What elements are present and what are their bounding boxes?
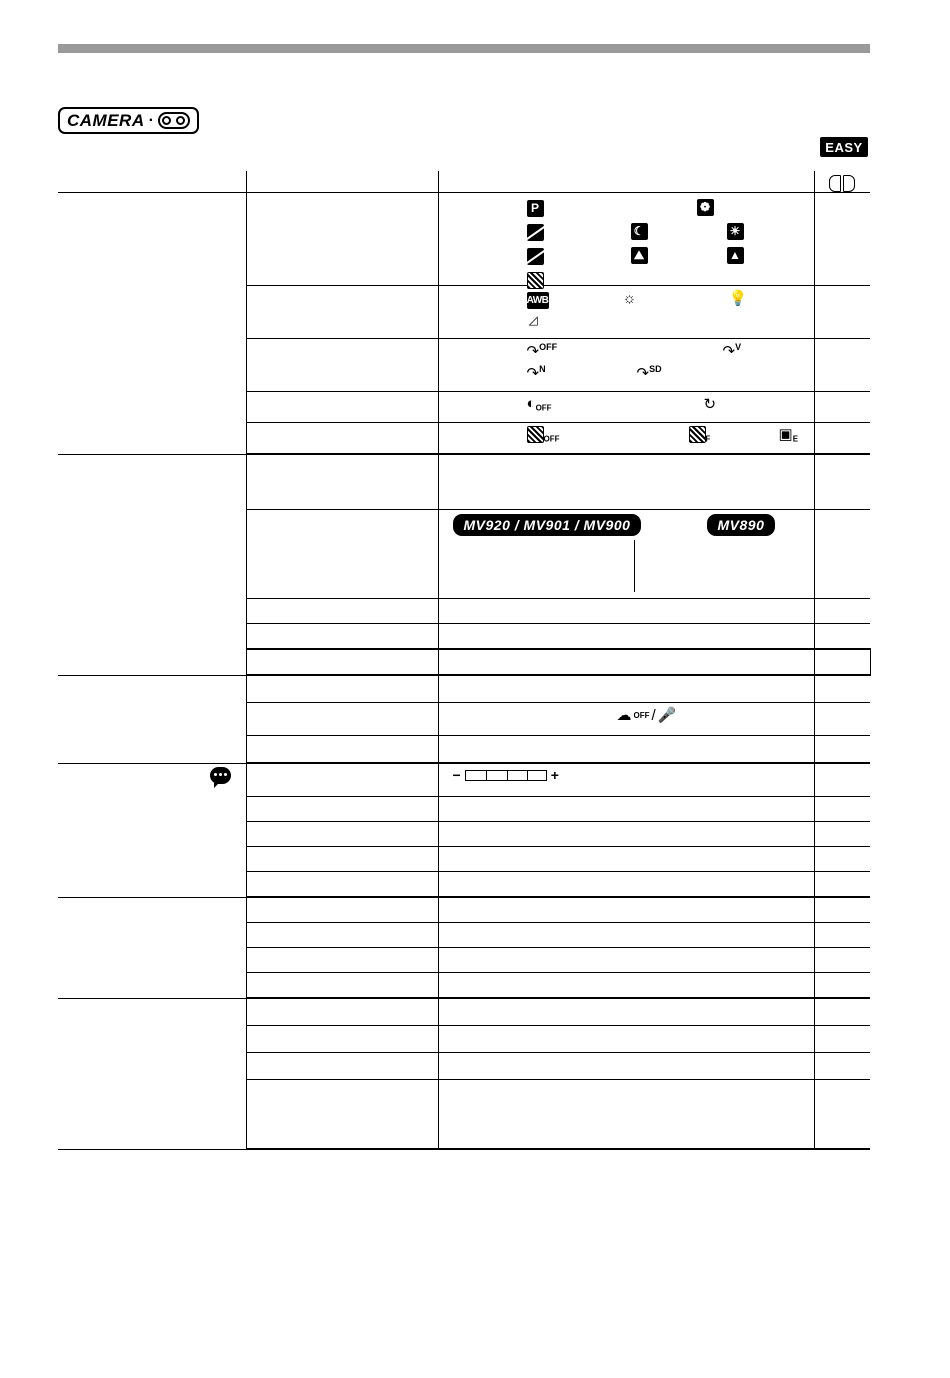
cell-image-effect-icons <box>438 339 814 392</box>
cell-generic <box>246 1053 438 1080</box>
cell-generic <box>438 797 814 822</box>
cell-reference-23 <box>814 998 870 1026</box>
cell-generic <box>438 973 814 999</box>
row-label-system-setup <box>58 897 246 998</box>
cell-wind-screen-icon <box>438 703 814 736</box>
slider-plus-icon: + <box>550 767 559 783</box>
header-cell-submenu <box>246 171 438 193</box>
cell-reference-2 <box>814 286 870 339</box>
icon-frame-advance: F <box>689 426 711 444</box>
table-row <box>58 998 870 1026</box>
icon-sunset: ▲ <box>727 247 744 264</box>
cell-reference-8 <box>814 599 870 624</box>
icon-spotlight: ☀ <box>727 223 744 240</box>
icon-daylight: ☼ <box>622 290 637 307</box>
cell-generic <box>438 1026 814 1053</box>
cell-reference-25 <box>814 1053 870 1080</box>
easy-mode-badge: EASY <box>820 137 868 157</box>
camera-mode-label: CAMERA <box>67 111 145 130</box>
cell-reference-15 <box>814 797 870 822</box>
cell-reference-18 <box>814 872 870 898</box>
cell-generic <box>246 1026 438 1053</box>
cell-reference-12 <box>814 703 870 736</box>
cell-generic <box>246 872 438 898</box>
cell-model-pills <box>438 510 814 599</box>
icon-custom-white-balance: ◿ <box>528 313 538 327</box>
cell-reference-20 <box>814 923 870 948</box>
cell-reference-11 <box>814 675 870 703</box>
cell-reference-24 <box>814 1026 870 1053</box>
cell-reference-6 <box>814 454 870 510</box>
table-row <box>58 897 870 923</box>
icon-beach <box>527 248 544 265</box>
speech-bubble-icon <box>210 767 231 787</box>
cell-reference-26 <box>814 1080 870 1150</box>
row-label-display-setup <box>58 763 246 897</box>
cell-generic <box>814 649 870 675</box>
icon-night: ☾ <box>631 223 648 240</box>
icon-snow: ⛰ <box>631 247 648 264</box>
cell-generic <box>246 822 438 847</box>
cell-drive-mode-icons <box>438 423 814 455</box>
cell-brightness-slider <box>438 763 814 797</box>
cell-drive-mode-label <box>246 423 438 455</box>
icon-wind-screen-mic: ☁ OFF / 🎤 <box>616 707 677 724</box>
cell-reference-19 <box>814 897 870 923</box>
cell-reference-22 <box>814 973 870 999</box>
cell-generic <box>438 649 814 675</box>
icon-digital-effect-off: $◐_{OFF}$ <box>526 395 552 413</box>
header-cell-options <box>438 171 814 193</box>
icon-effect-vivid: ↷$^V$ <box>722 342 742 361</box>
cell-generic <box>246 797 438 822</box>
cell-program-ae-icons <box>438 193 814 286</box>
icon-sports <box>527 224 544 241</box>
cell-digital-effect-label <box>246 392 438 423</box>
cell-reference-1 <box>814 193 870 286</box>
slider-track[interactable] <box>465 770 547 781</box>
icon-effect-soft-skin: ↷$^{SD}$ <box>636 364 662 383</box>
book-icon <box>829 175 855 192</box>
cell-generic <box>246 973 438 999</box>
camera-mode-badge <box>58 107 199 134</box>
menu-reference-table <box>58 171 870 1150</box>
cell-wind-screen-label <box>246 703 438 736</box>
row-label-camera-setup <box>58 193 246 455</box>
header-cell-reference <box>814 171 870 193</box>
cell-generic <box>438 1080 814 1150</box>
cell-generic <box>246 454 438 510</box>
table-row <box>58 454 870 510</box>
row-label-single-1 <box>246 649 438 675</box>
brightness-slider[interactable] <box>453 768 559 782</box>
cell-digital-effect-icons <box>438 392 814 423</box>
cell-reference-21 <box>814 948 870 973</box>
slider-minus-icon: − <box>452 767 461 783</box>
cell-model-left-column <box>439 540 635 592</box>
icon-drive-off: OFF <box>527 426 560 444</box>
cell-reference-16 <box>814 822 870 847</box>
cell-brightness-label <box>246 763 438 797</box>
cell-generic <box>246 624 438 650</box>
cell-generic <box>246 675 438 703</box>
header-cell-menu <box>58 171 246 193</box>
cell-reference-17 <box>814 847 870 872</box>
cell-reference-3 <box>814 339 870 392</box>
cell-generic <box>438 736 814 764</box>
cell-reference-13 <box>814 736 870 764</box>
cell-generic <box>438 847 814 872</box>
cell-reference-4 <box>814 392 870 423</box>
cell-generic <box>246 599 438 624</box>
cell-generic <box>438 998 814 1026</box>
table-row <box>58 193 870 286</box>
cell-generic <box>438 624 814 650</box>
cell-generic <box>246 948 438 973</box>
tape-icon <box>158 112 190 129</box>
table-row <box>58 675 870 703</box>
cell-generic <box>438 897 814 923</box>
page-top-rule <box>58 44 870 53</box>
cell-generic <box>438 923 814 948</box>
icon-tungsten: 💡 <box>728 290 748 307</box>
icon-effect-off: ↷$^{OFF}$ <box>526 342 558 361</box>
model-badge-mv890: MV890 <box>707 514 776 536</box>
icon-effect-neutral: ↷$^N$ <box>526 364 546 383</box>
row-label-audio-setup <box>58 675 246 763</box>
icon-program-ae: P <box>527 200 544 217</box>
cell-generic <box>438 872 814 898</box>
cell-generic <box>438 675 814 703</box>
model-badge-mv920: MV920 / MV901 / MV900 <box>453 514 642 536</box>
cell-program-ae-label <box>246 193 438 286</box>
cell-reference-7 <box>814 510 870 599</box>
cell-generic <box>438 822 814 847</box>
cell-generic <box>246 1080 438 1150</box>
cell-generic <box>438 948 814 973</box>
cell-generic <box>246 923 438 948</box>
badge-separator: · <box>148 111 154 129</box>
row-label-vcr-setup <box>58 454 246 675</box>
cell-generic <box>246 736 438 764</box>
cell-generic <box>246 847 438 872</box>
cell-generic <box>438 454 814 510</box>
cell-white-balance-icons <box>438 286 814 339</box>
cell-generic <box>438 1053 814 1080</box>
cell-reference-9 <box>814 624 870 650</box>
icon-portrait: ❁ <box>697 199 714 216</box>
cell-image-effect-label <box>246 339 438 392</box>
cell-reference-14 <box>814 763 870 797</box>
cell-generic <box>246 998 438 1026</box>
table-header-row <box>58 171 870 193</box>
icon-exposure-bracket: $▣_E$ <box>778 426 799 444</box>
cell-white-balance-label <box>246 286 438 339</box>
cell-model-row-label <box>246 510 438 599</box>
cell-generic <box>438 599 814 624</box>
cell-reference-5 <box>814 423 870 455</box>
row-label-card-setup <box>58 998 246 1149</box>
icon-self-timer: ↻ <box>703 396 717 413</box>
cell-generic <box>246 897 438 923</box>
table-row <box>58 763 870 797</box>
cell-model-right-column <box>635 540 814 592</box>
icon-awb: AWB <box>527 292 549 309</box>
